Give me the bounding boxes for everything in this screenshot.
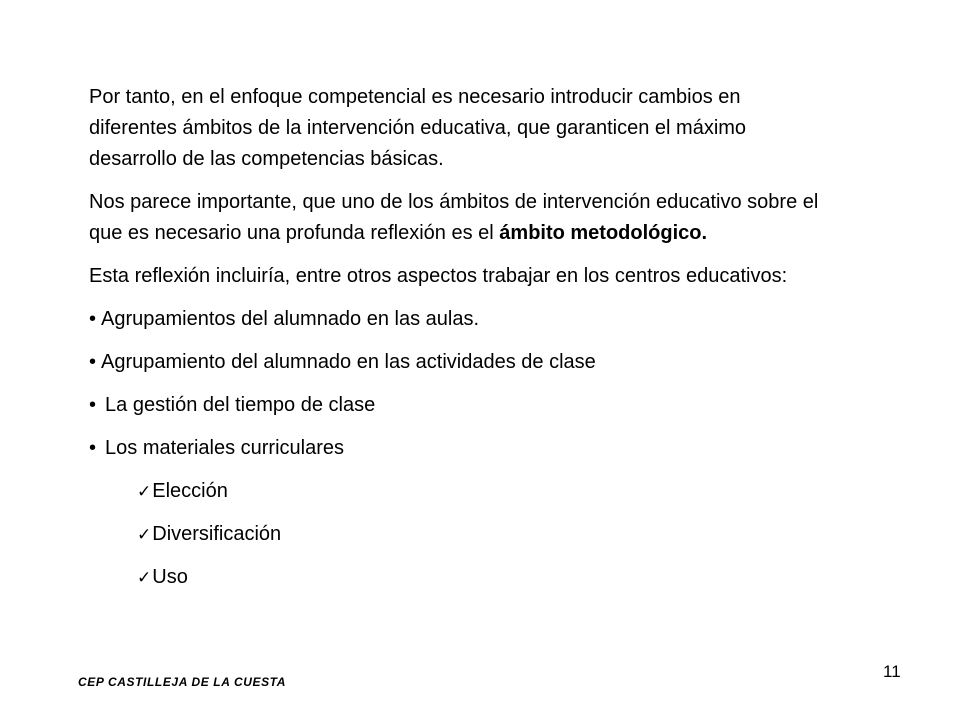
- sub-item-label: Diversificación: [152, 523, 282, 545]
- paragraph-intro: Por tanto, en el enfoque competencial es necesario introducir cambios en diferentes ámbitos de la intervención educativa, que garanticen el máximo desarrollo de las competencias básicas.: [89, 86, 747, 170]
- slide-content: [89, 82, 829, 605]
- sub-item-diversification: [137, 519, 829, 550]
- bullet-icon: •: [89, 437, 97, 459]
- bullet-item-grouping-activities: [89, 347, 829, 378]
- sub-item-election: [137, 476, 829, 507]
- bullet-icon: •: [89, 351, 97, 373]
- checkmark-icon: ✓: [137, 482, 152, 501]
- checkmark-icon: ✓: [137, 525, 152, 544]
- bullet-item-label: La gestión del tiempo de clase: [105, 394, 376, 416]
- checkmark-icon: ✓: [137, 568, 152, 587]
- sub-item-label: Uso: [152, 566, 188, 588]
- paragraph-reflection: Esta reflexión incluiría, entre otros aspectos trabajar en los centros educativos:: [89, 265, 788, 287]
- bullet-item-materials: [89, 433, 829, 464]
- paragraph-methodology: [89, 187, 829, 249]
- bullet-icon: •: [89, 394, 97, 416]
- bullet-icon: •: [89, 308, 97, 330]
- footer-organization: CEP CASTILLEJA DE LA CUESTA: [78, 675, 286, 689]
- bullet-item-label: Agrupamientos del alumnado en las aulas.: [101, 308, 480, 330]
- bullet-item-label: Los materiales curriculares: [105, 437, 344, 459]
- sub-item-label: Elección: [152, 480, 228, 502]
- sub-item-use: [137, 562, 829, 593]
- paragraph-methodology-highlight: ámbito metodológico.: [499, 222, 708, 244]
- bullet-item-grouping-classrooms: [89, 304, 829, 335]
- bullet-item-label: Agrupamiento del alumnado en las actividades de clase: [101, 351, 596, 373]
- paragraph-methodology-text: Nos parece importante, que uno de los ámbitos de intervención educativo sobre el que es necesario una profunda reflexión es el: [89, 191, 819, 244]
- bullet-item-time-management: [89, 390, 829, 421]
- page-number: 11: [883, 662, 901, 681]
